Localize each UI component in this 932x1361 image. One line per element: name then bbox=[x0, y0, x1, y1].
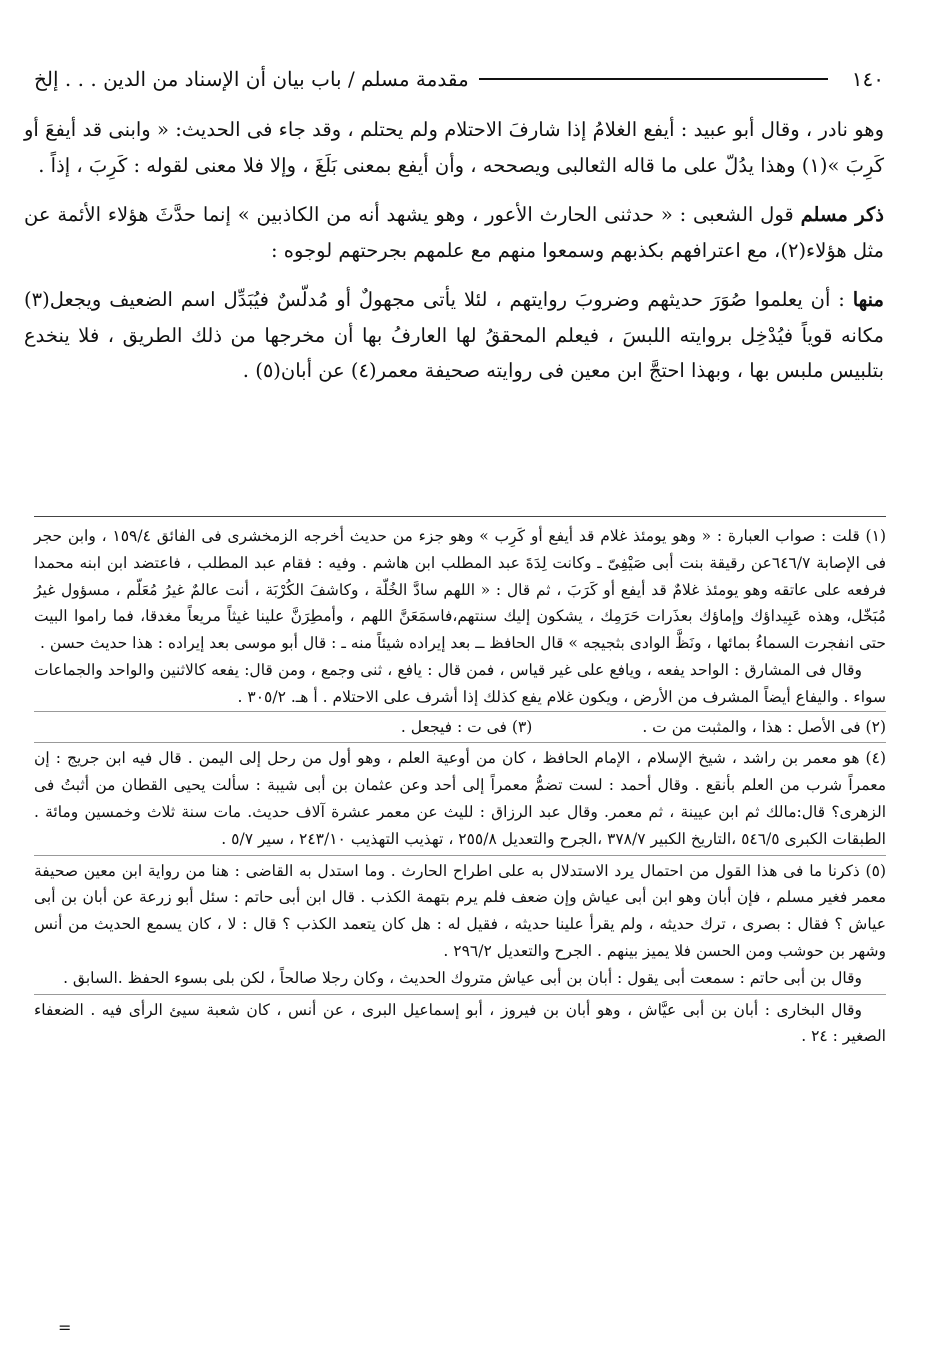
footnote-5-continued: وقال بن أبى حاتم : سمعت أبى يقول : أبان بن أبى عياش متروك الحديث ، وكان رجلا صالحاً ، لكن بلى بسوء الحفظ .السابق . bbox=[63, 968, 862, 987]
footnote-1: (١) قلت : صواب العبارة : « وهو يومئذ غلام قد أيفع أو كَرِب » وهو جزء من حديث أخرجه الزمخشرى فى الفائق ١٥٩/٤ ، وابن حجر فى الإصابة ٦٤٦/٧عن رقيقة بنت أبى صَيْفِىّ ـ وكانت لِدَةَ عبد المطلب ابن هاشم . وفيه : فقام عبد المطلب ، فاعتضد ابن ابنه محمدا فرفعه على عاتقه وهو يومئذ غلامٌ قد أيفع أو كَرَبَ ، ثم قال : « اللهم سادَّ الخُلّة ، وكاشفَ الكُرْبَة ، أنت عالمٌ غيرُ مُعَلّم ، مسؤول غيرُ مُبَخّل، وهذه عَبِيداؤك وإماؤك بعذَرات حَرَمِك ، يشكون إليك سنتهم،فاسمَعَنَّ اللهم ، وأمطِرَنَّ علينا غيثاً مريعاً مغدقا، فما راموا البيت حتى انفجرت السماءُ بمائها ، ونَظَّ الوادى بثجيجه » قال الحافظ ــ بعد إيراده شيئاً منه ـ : قال أبو موسى بعد إيراده : هذا حديث حسن . bbox=[34, 527, 886, 653]
main-text bbox=[24, 112, 884, 389]
footnote-5-continued: وقال البخارى : أبان بن أبى عيَّاش ، وهو أبان بن فيروز ، أبو إسماعيل البرى ، عن أنس ، كان شعبة سيئ الرأى فيه . الضعفاء الصغير : ٢٤ . bbox=[34, 994, 886, 1051]
paragraph-lead: ذكر مسلم bbox=[800, 203, 884, 226]
page-number: ١٤٠ bbox=[851, 67, 884, 91]
footnote-4: (٤) هو معمر بن راشد ، شيخ الإسلام ، الإمام الحافظ ، كان من أوعية العلم ، وهو أول من رحل إلى اليمن . قال فيه ابن جريج : إن معمراً شرب من العلم بأنقع . وقال أحمد : لست تضمُّ معمراً إلى أحد وعن عثمان بن أبى شيبة : سألت يحيى القطان من أثبتُ فى الزهرى؟ قال:مالك ثم ابن عيينة ، ثم معمر. وقال عبد الرزاق : لليث عن معمر عشرة آلاف حديث. مات سنة ثلاث وخمسين ومائة . الطبقات الكبرى ٥٤٦/٥ ،التاريخ الكبير ٣٧٨/٧ ،الجرح والتعديل ٢٥٥/٨ ، تهذيب التهذيب ٢٤٣/١٠ ، سير ٥/٧ . bbox=[34, 742, 886, 852]
margin-mark: = bbox=[58, 1318, 72, 1337]
footnote-2: (٢) فى الأصل : هذا ، والمثبت من ت . bbox=[642, 717, 886, 736]
running-header bbox=[34, 62, 884, 96]
footnote-1-continued: وقال فى المشارق : الواحد يفعه ، ويافع على غير قياس ، فمن قال : يافع ، ثنى وجمع ، ومن قال: يفعه كالاثنين والواحد والجماعات سواء . واليفاع أيضاً المشرف من الأرض ، ويكون غلام يفع كذلك إذا أشرف على الاحتلام . أ هـ. ٣٠٥/٢ . bbox=[34, 660, 886, 706]
paragraph: وهو نادر ، وقال أبو عبيد : أيفع الغلامُ إذا شارفَ الاحتلام ولم يحتلم ، وقد جاء فى الحديث: « وابنى قد أيفعَ أو كَرِبَ »(١) وهذا يدُلّ على ما قاله الثعالبى ويصححه ، وأن أيفع بمعنى بَلَغَ ، وإلا فلا معنى لقوله : كَرِبَ ، إذاً . bbox=[24, 118, 884, 177]
header-rule bbox=[479, 78, 828, 80]
paragraph bbox=[24, 197, 884, 268]
running-title: مقدمة مسلم / باب بيان أن الإسناد من الدين . . . إلخ bbox=[34, 67, 469, 91]
footnotes bbox=[34, 516, 886, 1050]
paragraph bbox=[24, 282, 884, 389]
footnote-3: (٣) فى ت : فيجعل . bbox=[400, 717, 533, 736]
paragraph-lead: منها bbox=[852, 288, 884, 311]
paragraph-text: : أن يعلموا صُوَرَ حديثهم وضروبَ روايتهم ، لئلا يأتى مجهولٌ أو مُدلّسٌ فيُبَدِّل اسم الضعيف ويجعل(٣) مكانه قوياً فيُدْخِل بروايته اللبسَ ، فيعلم المحققُ لها العارفُ بها أن مخرجها من ذلك الطريق ، فلا ينخدع بتلبيس ملبس بها ، وبهذا احتجَّ ابن معين فى روايته صحيفة معمر(٤) عن أبان(٥) . bbox=[24, 288, 884, 382]
footnote-row-2-3 bbox=[34, 711, 886, 741]
footnote-5: (٥) ذكرنا ما فى هذا القول من احتمال يرد الاستدلال به على اطراح الحارث . وما استدل به القاضى : هنا من رواية ابن معين صحيفة معمر فغير مسلم ، فإن أبان وهو ابن أبى عياش وإن ضعف فلم يرم بتهمة الكذب . قال ابن أبى حاتم : سئل أبو زرعة عن أبان بن أبى عياش ؟ فقال : بصرى ، ترك حديثه ، ولم يقرأ علينا حديثه ، فقيل له : هل كان يتعمد الكذب ؟ قال : لا ، كان يسمع الحديث من أنس وشهر بن حوشب ومن الحسن فلا يميز بينهم . الجرح والتعديل ٢٩٦/٢ . bbox=[34, 855, 886, 965]
paragraph-text: قول الشعبى : « حدثنى الحارث الأعور ، وهو يشهد أنه من الكاذبين » إنما حدَّثَ هؤلاء الأئمة عن مثل هؤلاء(٢)، مع اعترافهم بكذبهم وسمعوا منهم مع علمهم بجرحتهم لوجوه : bbox=[24, 203, 884, 262]
